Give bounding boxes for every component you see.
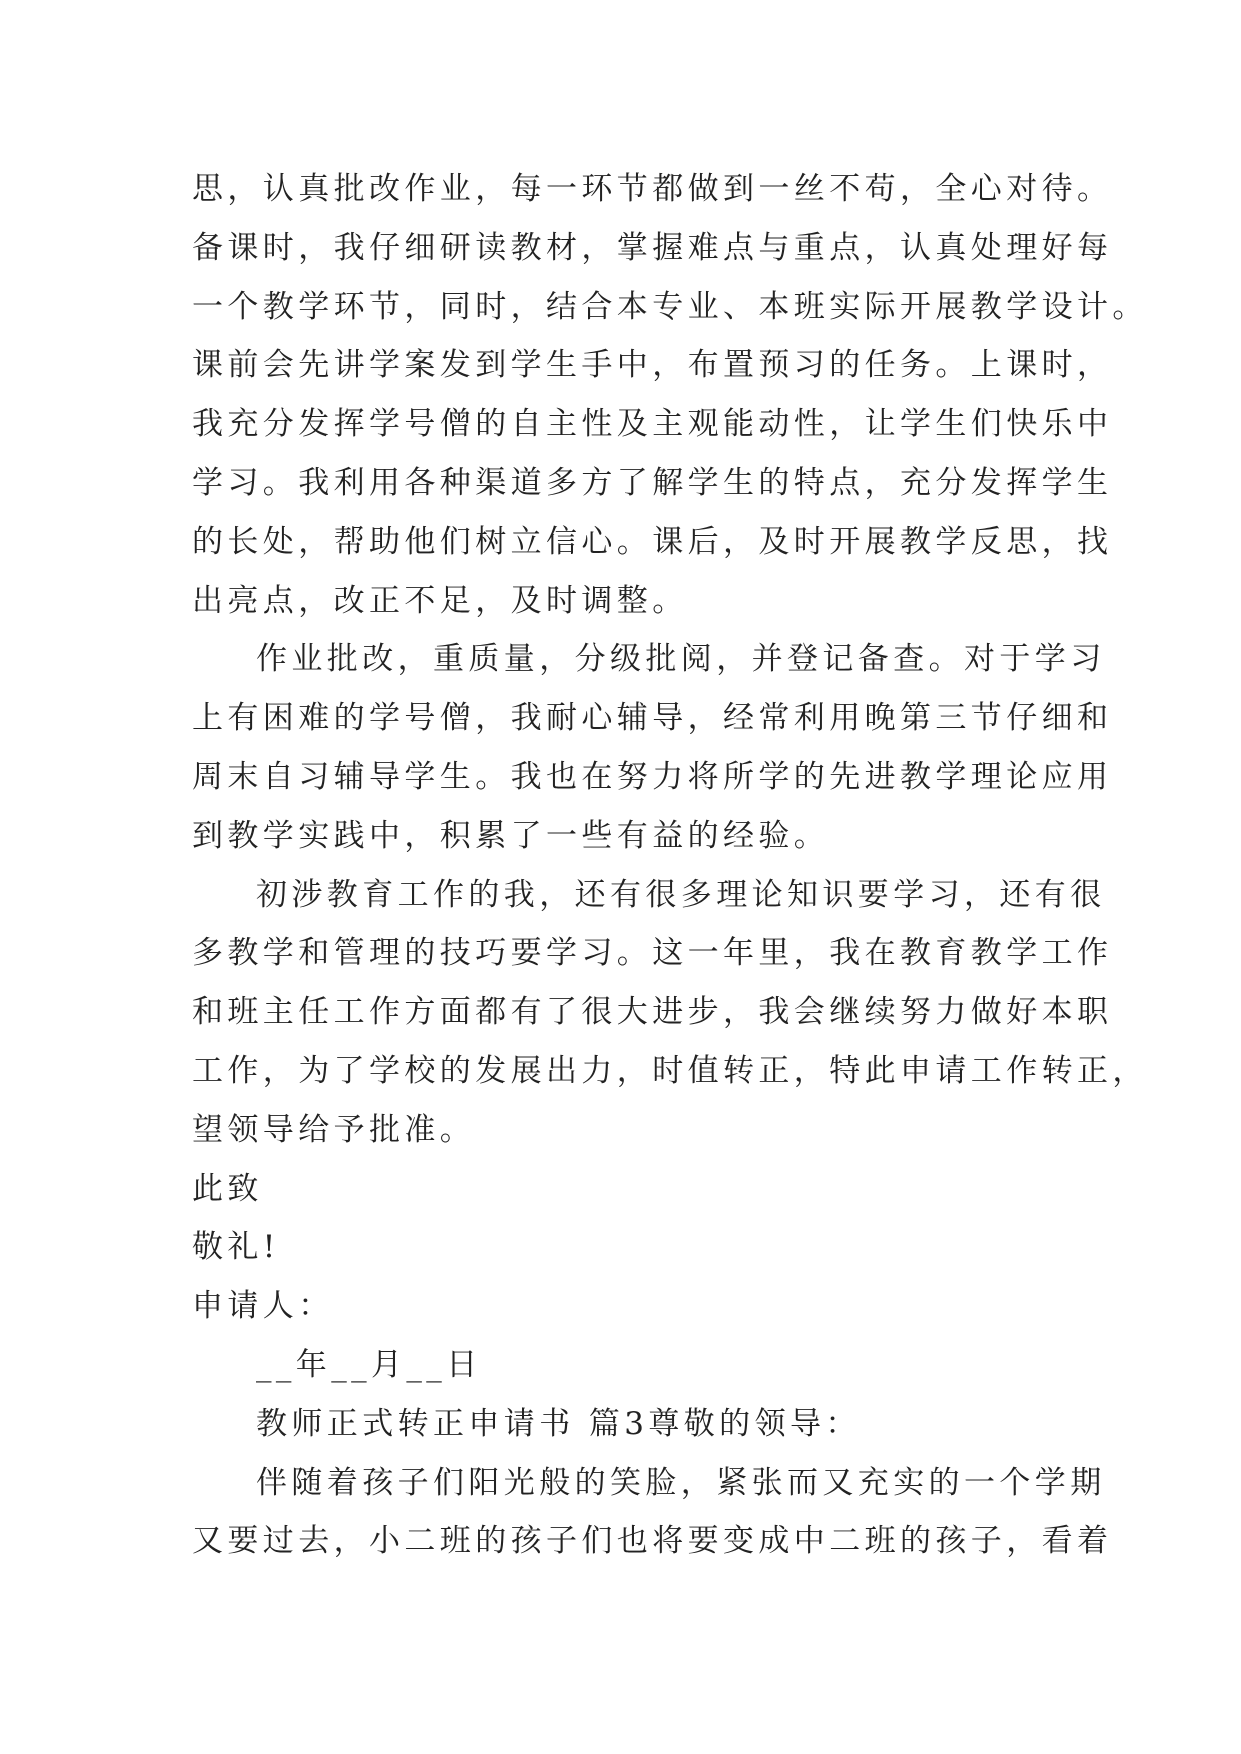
text-line: 到教学实践中，积累了一些有益的经验。 [192, 817, 830, 854]
text-line: 出亮点，改正不足，及时调整。 [192, 582, 688, 619]
closing-salutation: 此致 [192, 1170, 263, 1207]
paragraph-start-line: 初涉教育工作的我，还有很多理论知识要学习，还有很 [256, 876, 1106, 913]
document-body [192, 160, 1148, 1571]
closing-regards: 敬礼! [192, 1229, 280, 1266]
text-line: 上有困难的学号僧，我耐心辅导，经常利用晚第三节仔细和 [192, 700, 1113, 737]
text-line: 又要过去，小二班的孩子们也将要变成中二班的孩子，看着 [192, 1523, 1113, 1560]
paragraph-start-line: 作业批改，重质量，分级批阅，并登记备查。对于学习 [256, 641, 1106, 678]
paragraph-start-line: 伴随着孩子们阳光般的笑脸，紧张而又充实的一个学期 [256, 1464, 1106, 1501]
text-line: 的长处，帮助他们树立信心。课后，及时开展教学反思，找 [192, 523, 1113, 560]
text-line: 周末自习辅导学生。我也在努力将所学的先进教学理论应用 [192, 758, 1113, 795]
text-line: 课前会先讲学案发到学生手中，布置预习的任务。上课时， [192, 347, 1113, 384]
text-line: 一个教学环节，同时，结合本专业、本班实际开展教学设计。 [192, 288, 1148, 325]
text-line: 望领导给予批准。 [192, 1111, 476, 1148]
text-line: 备课时，我仔细研读教材，掌握难点与重点，认真处理好每 [192, 229, 1113, 266]
section-title-line: 教师正式转正申请书 篇3尊敬的领导： [256, 1405, 861, 1442]
text-line: 我充分发挥学号僧的自主性及主观能动性，让学生们快乐中 [192, 406, 1113, 443]
date-line: __年__月__日 [256, 1346, 482, 1383]
text-line: 思，认真批改作业，每一环节都做到一丝不苟，全心对待。 [192, 171, 1113, 207]
text-line: 工作，为了学校的发展出力，时值转正，特此申请工作转正， [192, 1052, 1148, 1089]
text-line: 多教学和管理的技巧要学习。这一年里，我在教育教学工作 [192, 935, 1113, 972]
text-line: 和班主任工作方面都有了很大进步，我会继续努力做好本职 [192, 994, 1113, 1031]
applicant-label: 申请人： [192, 1288, 334, 1325]
text-line: 学习。我利用各种渠道多方了解学生的特点，充分发挥学生 [192, 464, 1113, 501]
